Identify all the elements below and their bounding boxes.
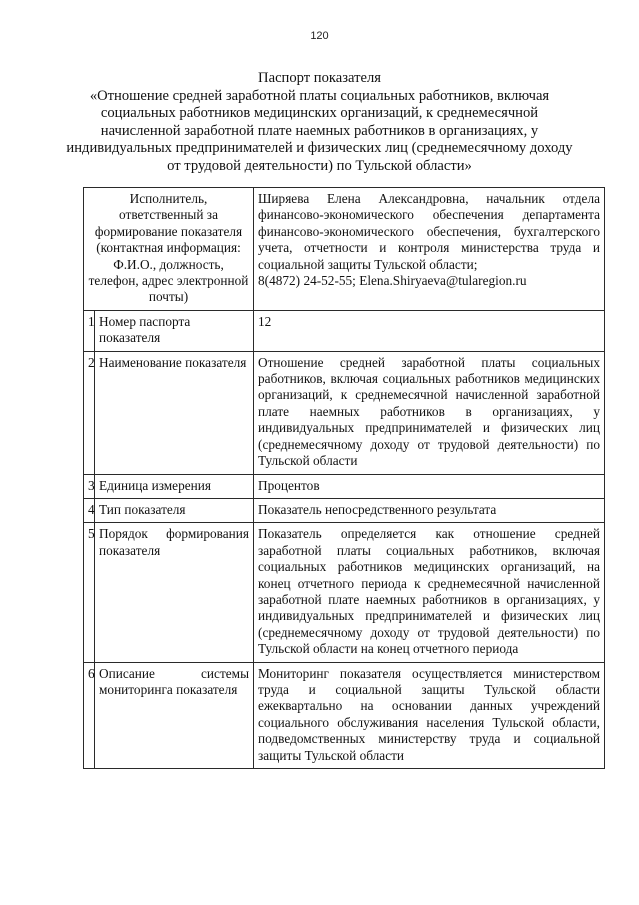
title-subtitle: «Отношение средней заработной платы социальных работников, включая социальных работников медицинских организаций, к среднемесячной начисленной заработной плате наемных работников в организациях, у индивидуальных предпринимателей и физических лиц (среднемесячному доходу от трудовой деятельности) по Тульской области» — [66, 87, 573, 174]
contact-value-cell — [254, 188, 605, 311]
passport-table — [83, 187, 605, 769]
row-number: 3 — [84, 474, 95, 498]
row-label: Наименование показателя — [95, 351, 254, 474]
row-value: Показатель определяется как отношение средней заработной платы социальных работников, включая социальных работников медицинских организаций, на конец отчетного периода к среднемесячной начисленной заработной плате наемных работников в организациях, у индивидуальных предпринимателей и физических лиц (среднемесячному доходу от трудовой деятельности) по Тульской области на конец отчетного периода — [254, 523, 605, 662]
contact-person: Ширяева Елена Александровна, начальник отдела финансово-экономического обеспечения департамента финансово-экономического обеспечения, бухгалтерского учета, отчетности и контроля министерства труда и социальной защиты Тульской области; — [258, 191, 600, 272]
contact-phone-email: 8(4872) 24-52-55; Elena.Shiryaeva@tularegion.ru — [258, 273, 527, 289]
row-value: 12 — [254, 310, 605, 351]
contact-label: Исполнитель, ответственный за формирование показателя (контактная информация: Ф.И.О., должность, телефон, адрес электронной почты) — [84, 188, 254, 311]
row-number: 1 — [84, 310, 95, 351]
row-label: Номер паспорта показателя — [95, 310, 254, 351]
row-label: Описание системы мониторинга показателя — [95, 662, 254, 768]
table-row-6 — [84, 662, 605, 768]
passport-title — [60, 70, 579, 176]
page-number: 120 — [310, 30, 329, 42]
row-value: Процентов — [254, 474, 605, 498]
row-value: Отношение средней заработной платы социальных работников, включая социальных работников медицинских организаций, к среднемесячной начисленной заработной плате наемных работников в организациях, у индивидуальных предпринимателей и физических лиц (среднемесячному доходу от трудовой деятельности) по Тульской области — [254, 351, 605, 474]
table-row-5 — [84, 523, 605, 662]
row-label: Тип показателя — [95, 498, 254, 522]
table-row-4 — [84, 498, 605, 522]
row-number: 5 — [84, 523, 95, 662]
contact-row — [84, 188, 605, 311]
row-value: Мониторинг показателя осуществляется министерством труда и социальной защиты Тульской области ежеквартально на основании данных учреждений социального обслуживания населения Тульской области, подведомственных министерству труда и социальной защиты Тульской области — [254, 662, 605, 768]
row-label: Единица измерения — [95, 474, 254, 498]
row-label: Порядок формирования показателя — [95, 523, 254, 662]
table-row-2 — [84, 351, 605, 474]
row-number: 6 — [84, 662, 95, 768]
row-number: 4 — [84, 498, 95, 522]
title-heading: Паспорт показателя — [258, 70, 381, 86]
row-number: 2 — [84, 351, 95, 474]
table-row-1 — [84, 310, 605, 351]
table-row-3 — [84, 474, 605, 498]
row-value: Показатель непосредственного результата — [254, 498, 605, 522]
